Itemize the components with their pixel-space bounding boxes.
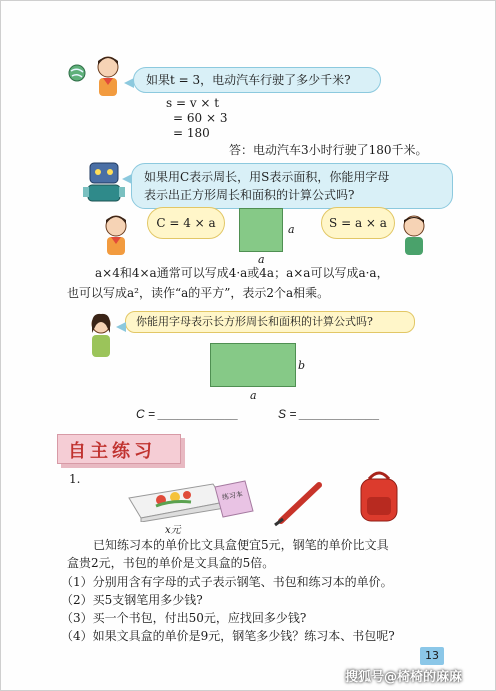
robot-avatar — [81, 159, 127, 205]
robot-question-bubble — [131, 163, 453, 209]
note-line-2: 也可以写成a²，读作“a的平方”，表示2个a相乘。 — [67, 286, 330, 300]
rectangle-question: 你能用字母表示长方形周长和面积的计算公式吗? — [136, 315, 373, 328]
area-blank: S = ____________ — [278, 407, 380, 421]
perimeter-formula-bubble — [147, 207, 225, 239]
boy-avatar — [395, 211, 433, 259]
teacher-avatar — [83, 311, 119, 361]
practice-heading-text: 自主练习 — [68, 441, 156, 462]
formula-line-1: s = v × t — [166, 96, 220, 110]
question-bubble-electric-car — [133, 67, 381, 93]
perimeter-formula: C = 4 × a — [156, 216, 216, 230]
practice-heading — [57, 434, 181, 464]
square-side-label: a — [288, 223, 295, 236]
rectangle-shape — [210, 343, 296, 387]
rectangle-bottom-label: a — [250, 389, 257, 402]
pencil-box-price-label: x元 — [165, 525, 181, 536]
question-1: （1）分别用含有字母的式子表示钢笔、书包和练习本的单价。 — [61, 575, 393, 589]
square-bottom-label: a — [258, 253, 265, 266]
page-number: 13 — [420, 647, 444, 665]
robot-question-line-1: 如果用C表示周长，用S表示面积，你能用字母 — [144, 170, 390, 184]
question-3: （3）买一个书包，付出50元，应找回多少钱? — [61, 611, 307, 625]
perimeter-blank: C = ____________ — [136, 407, 239, 421]
notebook-label: 练习本 — [221, 490, 244, 502]
question-text: 如果t = 3，电动汽车行驶了多少千米? — [146, 73, 351, 87]
paragraph-line-1: 已知练习本的单价比文具盒便宜5元，钢笔的单价比文具 — [93, 538, 389, 552]
paragraph-line-2: 盒贵2元，书包的单价是文具盒的5倍。 — [67, 556, 275, 570]
rectangle-question-bubble — [125, 311, 415, 333]
girl-avatar — [89, 51, 127, 103]
area-formula: S = a × a — [329, 216, 387, 230]
formula-line-2: = 60 × 3 — [173, 111, 228, 125]
formula-line-3: = 180 — [173, 126, 210, 140]
question-4: （4）如果文具盒的单价是9元，钢笔多少钱？练习本、书包呢? — [61, 629, 395, 643]
question-2: （2）买5支钢笔用多少钱? — [61, 593, 203, 607]
girl-avatar-2 — [97, 211, 135, 259]
backpack-image — [353, 469, 405, 525]
square-shape — [239, 208, 283, 252]
watermark-text: 搜狐号@椅椅的麻麻 — [345, 670, 463, 685]
rectangle-side-label: b — [298, 359, 306, 372]
answer-text: 答：电动汽车3小时行驶了180千米。 — [229, 143, 428, 157]
globe-icon — [67, 63, 87, 83]
area-formula-bubble — [321, 207, 395, 239]
note-line-1: a×4和4×a通常可以写成4·a或4a；a×a可以写成a·a， — [95, 266, 389, 280]
pen-image — [271, 479, 327, 527]
robot-question-line-2: 表示出正方形周长和面积的计算公式吗? — [144, 188, 355, 202]
item-number: 1. — [69, 472, 81, 486]
